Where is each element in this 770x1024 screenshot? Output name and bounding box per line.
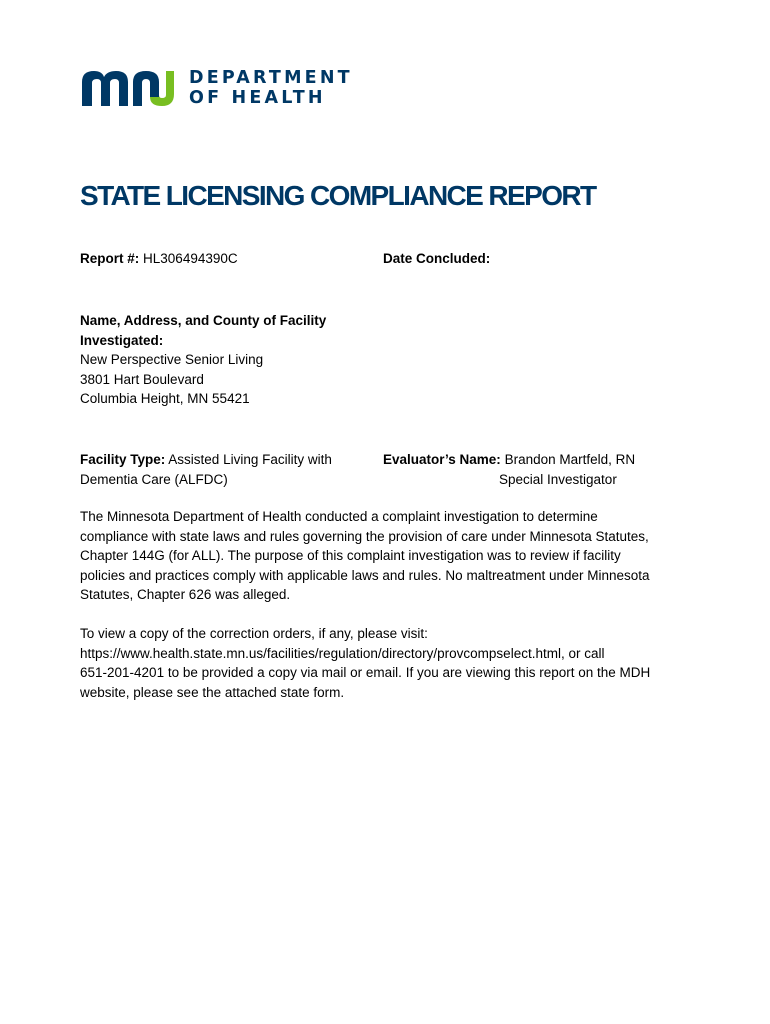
wordmark-line2: OF HEALTH — [189, 88, 326, 108]
report-number — [80, 249, 238, 269]
department-of-health-wordmark — [189, 68, 353, 108]
facility-name: New Perspective Senior Living — [80, 352, 264, 367]
facility-street: 3801 Hart Boulevard — [80, 371, 204, 387]
evaluator — [383, 450, 635, 470]
copy-info-line: 651-201-4201 to be provided a copy via mail or email. If you are viewing this report on the MDH — [80, 665, 651, 680]
evaluator-name: Brandon Martfeld, RN — [504, 452, 636, 467]
report-title: STATE LICENSING COMPLIANCE REPORT — [80, 180, 596, 211]
wordmark-line1: DEPARTMENT — [189, 68, 353, 88]
facility-type-value-line2: Dementia Care (ALFDC) — [80, 471, 228, 487]
copy-info-line: website, please see the attached state form. — [80, 684, 345, 700]
copy-info-line: To view a copy of the correction orders, if any, please visit: — [80, 626, 428, 641]
date-concluded-label: Date Concluded: — [383, 251, 491, 266]
facility-type — [80, 450, 332, 489]
evaluator-title: Special Investigator — [499, 471, 617, 487]
facility-type-value-line1: Assisted Living Facility with — [168, 452, 332, 467]
intro-line: Statutes, Chapter 626 was alleged. — [80, 587, 291, 602]
intro-line: policies and practices comply with applicable laws and rules. No maltreatment under Minnesota — [80, 567, 650, 583]
intro-line: The Minnesota Department of Health conducted a complaint investigation to determine — [80, 509, 598, 524]
evaluator-label: Evaluator’s Name: — [383, 452, 501, 467]
facility-city: Columbia Height, MN 55421 — [80, 391, 250, 406]
mdh-logo — [82, 68, 362, 110]
intro-line: compliance with state laws and rules governing the provision of care under Minnesota Statutes, — [80, 528, 649, 544]
intro-paragraph — [80, 507, 692, 605]
facility-label-line1: Name, Address, and County of Facility — [80, 313, 327, 328]
copy-info-url-line: https://www.health.state.mn.us/facilities/regulation/directory/provcompselect.html, or call — [80, 645, 605, 661]
intro-line: Chapter 144G (for ALL). The purpose of this complaint investigation was to review if facility — [80, 548, 621, 563]
mn-logo-icon — [82, 68, 182, 110]
date-concluded — [383, 249, 490, 269]
report-number-value: HL306494390C — [143, 251, 238, 266]
facility-label-line2: Investigated: — [80, 332, 164, 348]
copy-info-paragraph — [80, 624, 692, 702]
report-number-label: Report #: — [80, 251, 140, 266]
facility-block — [80, 311, 326, 409]
facility-type-label: Facility Type: — [80, 452, 166, 467]
